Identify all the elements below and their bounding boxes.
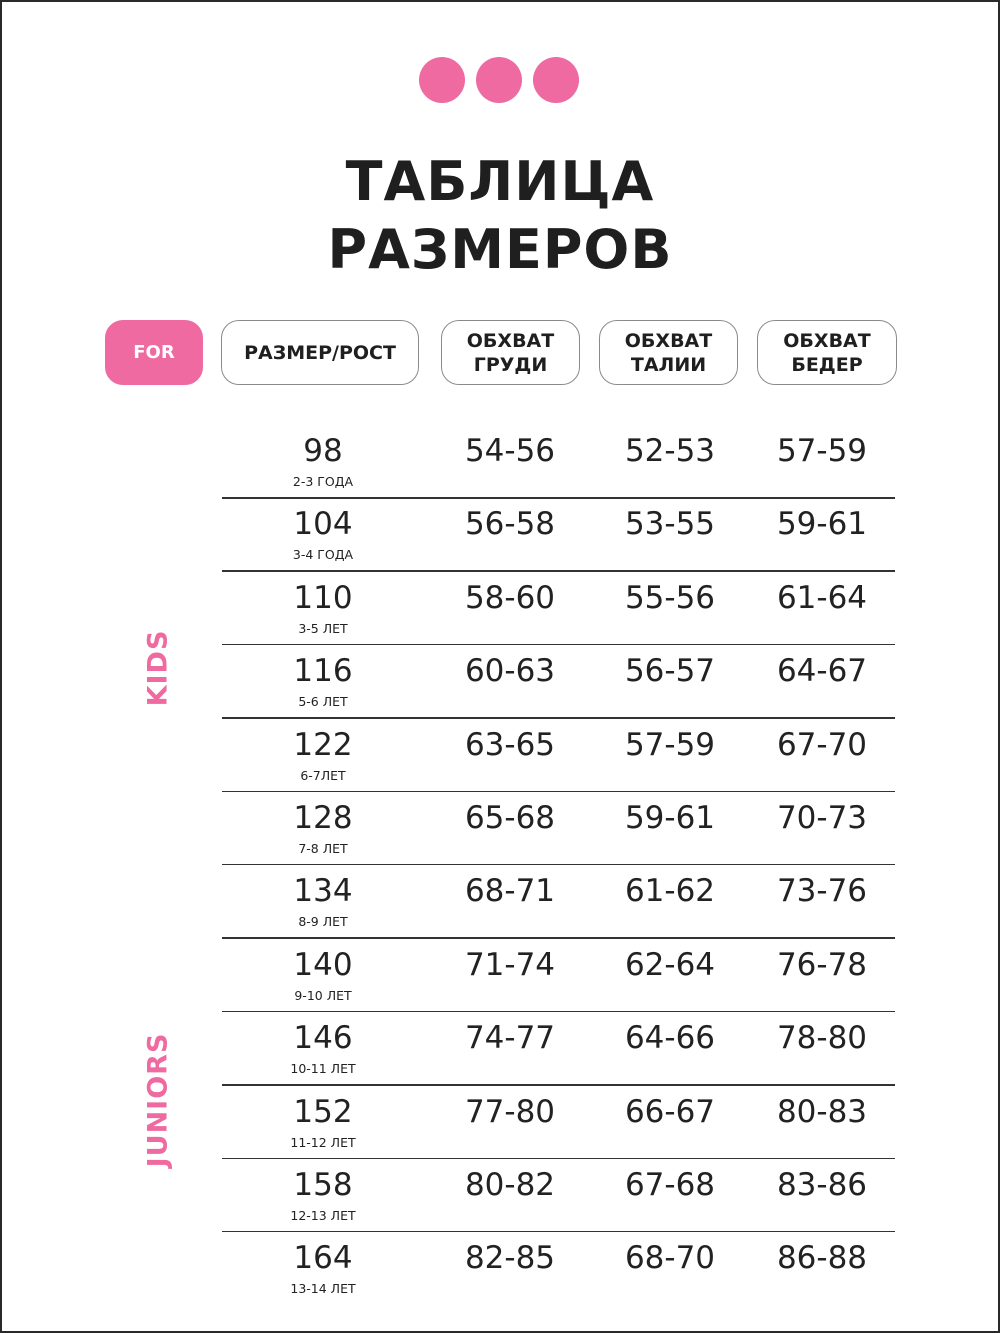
chest-value: 68-71 bbox=[464, 873, 556, 910]
table-row bbox=[0, 939, 1000, 1012]
age-value: 11-12 ЛЕТ bbox=[290, 1134, 356, 1150]
size-value: 128 bbox=[293, 799, 353, 836]
hips-value: 67-70 bbox=[776, 726, 868, 763]
chest-value: 56-58 bbox=[464, 506, 556, 543]
chest-value: 82-85 bbox=[464, 1240, 556, 1277]
size-value: 98 bbox=[303, 433, 343, 469]
table-row bbox=[0, 719, 1000, 792]
hips-value: 61-64 bbox=[776, 579, 868, 616]
waist-value: 62-64 bbox=[624, 946, 716, 983]
waist-value: 59-61 bbox=[624, 799, 716, 836]
table-row bbox=[0, 425, 1000, 498]
table-row bbox=[0, 572, 1000, 645]
waist-value: 55-56 bbox=[624, 579, 716, 616]
dot-icon bbox=[419, 57, 465, 103]
chest-value: 54-56 bbox=[464, 433, 556, 469]
hips-value: 76-78 bbox=[776, 946, 868, 983]
waist-value: 64-66 bbox=[624, 1020, 716, 1057]
age-value: 12-13 ЛЕТ bbox=[290, 1207, 356, 1223]
hips-value: 78-80 bbox=[776, 1020, 868, 1057]
size-value: 140 bbox=[293, 946, 353, 983]
hips-value: 57-59 bbox=[776, 433, 868, 469]
size-value: 152 bbox=[293, 1093, 353, 1130]
waist-value: 66-67 bbox=[624, 1093, 716, 1130]
table-row bbox=[0, 865, 1000, 938]
table-row bbox=[0, 645, 1000, 718]
waist-value: 68-70 bbox=[624, 1240, 716, 1277]
size-value: 110 bbox=[293, 579, 353, 616]
hips-value: 59-61 bbox=[776, 506, 868, 543]
size-value: 104 bbox=[293, 506, 353, 543]
hips-value: 70-73 bbox=[776, 799, 868, 836]
hips-value: 73-76 bbox=[776, 873, 868, 910]
chest-value: 60-63 bbox=[464, 653, 556, 690]
page-title-line2: РАЗМЕРОВ bbox=[327, 218, 673, 281]
column-header-size: РАЗМЕР/РОСТ bbox=[221, 320, 419, 385]
size-table bbox=[0, 425, 1000, 1306]
size-value: 134 bbox=[293, 873, 353, 910]
age-value: 13-14 ЛЕТ bbox=[290, 1281, 356, 1297]
chest-value: 58-60 bbox=[464, 579, 556, 616]
page-title-line1: ТАБЛИЦА bbox=[345, 150, 655, 213]
age-value: 5-6 ЛЕТ bbox=[298, 694, 348, 710]
waist-value: 67-68 bbox=[624, 1166, 716, 1203]
dot-icon bbox=[476, 57, 522, 103]
size-value: 122 bbox=[293, 726, 353, 763]
waist-value: 57-59 bbox=[624, 726, 716, 763]
age-value: 8-9 ЛЕТ bbox=[298, 914, 348, 930]
column-header-waist: ОБХВАТ ТАЛИИ bbox=[599, 320, 738, 385]
chest-value: 80-82 bbox=[464, 1166, 556, 1203]
hips-value: 80-83 bbox=[776, 1093, 868, 1130]
age-value: 2-3 ГОДА bbox=[292, 474, 354, 489]
age-value: 7-8 ЛЕТ bbox=[298, 840, 348, 856]
age-value: 3-5 ЛЕТ bbox=[298, 620, 348, 636]
decorative-dots bbox=[419, 57, 581, 103]
table-row bbox=[0, 1232, 1000, 1305]
age-value: 9-10 ЛЕТ bbox=[294, 987, 352, 1003]
chest-value: 77-80 bbox=[464, 1093, 556, 1130]
age-value: 3-4 ГОДА bbox=[292, 547, 354, 563]
waist-value: 52-53 bbox=[624, 433, 716, 469]
table-row bbox=[0, 1086, 1000, 1159]
chest-value: 65-68 bbox=[464, 799, 556, 836]
waist-value: 53-55 bbox=[624, 506, 716, 543]
chest-value: 63-65 bbox=[464, 726, 556, 763]
size-value: 158 bbox=[293, 1166, 353, 1203]
column-header-hips: ОБХВАТ БЕДЕР bbox=[757, 320, 897, 385]
waist-value: 61-62 bbox=[624, 873, 716, 910]
table-row bbox=[0, 1159, 1000, 1232]
hips-value: 86-88 bbox=[776, 1240, 868, 1277]
age-value: 10-11 ЛЕТ bbox=[290, 1061, 356, 1077]
table-row bbox=[0, 1012, 1000, 1085]
chest-value: 74-77 bbox=[464, 1020, 556, 1057]
dot-icon bbox=[533, 57, 579, 103]
chest-value: 71-74 bbox=[464, 946, 556, 983]
for-badge: FOR bbox=[105, 320, 203, 385]
column-header-chest: ОБХВАТ ГРУДИ bbox=[441, 320, 580, 385]
table-row bbox=[0, 498, 1000, 571]
size-value: 116 bbox=[293, 653, 353, 690]
age-value: 6-7ЛЕТ bbox=[300, 767, 346, 783]
group-label-kids: KIDS bbox=[142, 629, 174, 707]
hips-value: 64-67 bbox=[776, 653, 868, 690]
waist-value: 56-57 bbox=[624, 653, 716, 690]
size-value: 164 bbox=[293, 1240, 353, 1277]
hips-value: 83-86 bbox=[776, 1166, 868, 1203]
table-row bbox=[0, 792, 1000, 865]
size-value: 146 bbox=[293, 1020, 353, 1057]
group-label-juniors: JUNIORS bbox=[142, 1032, 174, 1168]
